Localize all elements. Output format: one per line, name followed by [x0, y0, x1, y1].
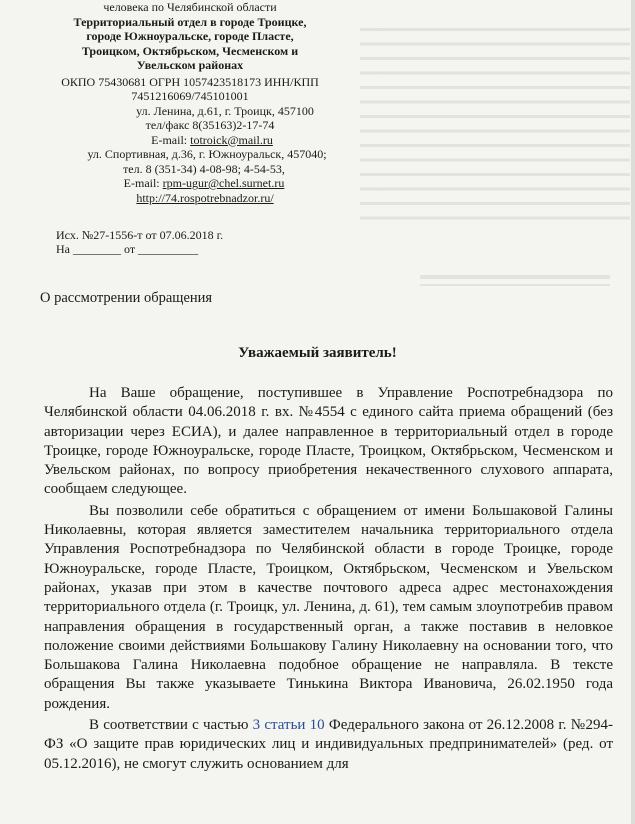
letterhead — [40, 0, 340, 205]
bleed-through-left — [560, 270, 610, 286]
page-edge — [631, 0, 635, 824]
email-label: E-mail: — [151, 132, 191, 147]
letterhead-phone: тел. 8 (351-34) 4-08-98; 4-54-53, — [123, 161, 285, 176]
email-link[interactable]: totroick@mail.ru — [190, 132, 273, 147]
reference-block — [56, 228, 223, 256]
inbound-number: На ________ от __________ — [56, 242, 199, 256]
letter-body — [44, 384, 613, 776]
letterhead-org: городе Южноуральске, городе Пласте, — [86, 29, 294, 43]
text-span: В соответствии с частью — [89, 717, 253, 734]
text-span: Федерального закона от 26.12.2008 г. №294-ФЗ «О защите прав юридических лиц и индивидуальных предпринимателей» (ред. от 05.12.2016), не смогут служить основанием для — [44, 717, 613, 772]
email-link[interactable]: rpm-ugur@chel.surnet.ru — [162, 176, 285, 190]
letterhead-email — [40, 133, 340, 148]
letterhead-codes: 7451216069/745101001 — [131, 89, 249, 103]
paragraph — [44, 716, 613, 774]
letterhead-phone: тел/факс 8(35163)2-17-74 — [145, 118, 275, 132]
letterhead-address: ул. Ленина, д.61, г. Троицк, 457100 — [136, 103, 314, 118]
letterhead-email — [40, 176, 340, 191]
bleed-through — [360, 20, 630, 220]
salutation: Уважаемый заявитель! — [238, 345, 397, 361]
letter-subject: О рассмотрении обращения — [40, 290, 213, 306]
law-reference-link[interactable]: 3 статьи 10 — [252, 717, 325, 734]
letterhead-org: Территориальный отдел в городе Троицке, — [73, 14, 307, 29]
letterhead-org: Увельском районах — [136, 58, 244, 72]
letterhead-codes: ОКПО 75430681 ОГРН 1057423518173 ИНН/КПП — [61, 74, 319, 89]
letterhead-line: человека по Челябинской области — [103, 0, 277, 14]
website-link[interactable]: http://74.rospotrebnadzor.ru/ — [136, 190, 274, 205]
email-label: E-mail: — [123, 176, 163, 190]
letterhead-org: Троицком, Октябрьском, Чесменском и — [81, 43, 299, 58]
paragraph: Вы позволили себе обратиться с обращением от имени Большаковой Галины Николаевны, которая является заместителем начальника территориального отдела Управления Роспотребнадзора по Челябинской области в городе Троицке, городе Южноуральске, городе Пласте, Троицком, Октябрьском, Чесменском и Увельском районах, указав при этом в качестве почтового адреса адрес местонахождения территориального отдела (г. Троицк, ул. Ленина, д. 61), тем самым злоупотребив правом направления обращения в государственный орган, а также поставив в неловкое положение своими действиями Большакову Галину Николаевну на основании того, что Большакова Галина Николаевна подобное обращение не направляла. В тексте обращения Вы также указываете Тинькина Виктора Ивановича, 26.02.1950 года рождения. — [44, 502, 613, 712]
paragraph: На Ваше обращение, поступившее в Управление Роспотребнадзора по Челябинской области 04.06.2018 г. вх. №4554 с единого сайта приема обращений (без авторизации через ЕСИА), и далее направленное в территориальный отдел в городе Троицке, городе Южноуральске, городе Пласте, Троицком, Октябрьском, Чесменском и Увельском районах, по вопросу приобретения некачественного слухового аппарата, сообщаем следующее. — [44, 385, 613, 498]
letterhead-address: ул. Спортивная, д.36, г. Южноуральск, 457040; — [87, 147, 327, 161]
outgoing-number: Исх. №27-1556-т от 07.06.2018 г. — [56, 228, 224, 242]
